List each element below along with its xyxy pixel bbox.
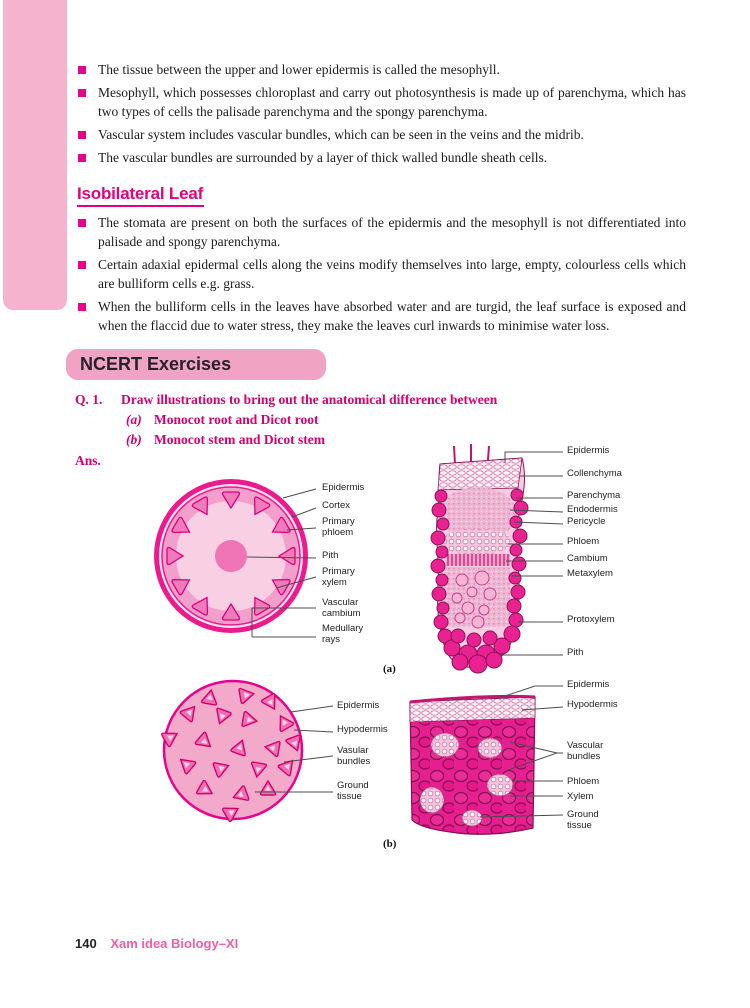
label-epidermis: Epidermis	[567, 445, 610, 456]
bullet-item	[78, 255, 686, 293]
part-text: Monocot stem and Dicot stem	[154, 432, 325, 447]
bullet-item	[78, 83, 686, 121]
label-vascular-cambium: Vascular cambium	[322, 597, 361, 619]
label-primary-phloem: Primary phloem	[322, 516, 355, 538]
bullet-square-icon	[78, 303, 86, 311]
part-label: (b)	[126, 432, 142, 447]
bullet-item	[78, 125, 686, 144]
label-cambium: Cambium	[567, 553, 608, 564]
label-metaxylem: Metaxylem	[567, 568, 613, 579]
question-number: Q. 1.	[75, 392, 103, 407]
bullet-item	[78, 297, 686, 335]
bullet-text: Mesophyll, which possesses chloroplast and carry out photosynthesis is made up of parenchyma, which has two types of cells the palisade parenchyma and the spongy parenchyma.	[98, 85, 686, 119]
label-cortex: Cortex	[322, 500, 350, 511]
bullet-square-icon	[78, 219, 86, 227]
bullet-text: Vascular system includes vascular bundles, which can be seen in the veins and the midrib.	[98, 127, 584, 142]
bullet-item	[78, 213, 686, 251]
anatomy-figures-illustration	[70, 440, 750, 870]
label-pith: Pith	[322, 550, 339, 561]
bullet-square-icon	[78, 131, 86, 139]
bullet-text: Certain adaxial epidermal cells along the veins modify themselves into large, empty, colourless cells which are bulliform cells e.g. grass.	[98, 257, 686, 291]
ncert-exercises-header: NCERT Exercises	[66, 349, 326, 380]
label-phloem: Phloem	[567, 776, 600, 787]
dorsiventral-bullet-list	[78, 60, 686, 167]
question-text: Draw illustrations to bring out the anatomical difference between	[121, 392, 498, 407]
bullet-text: When the bulliform cells in the leaves have absorbed water and are turgid, the leaf surface is exposed and when the flaccid due to water stress, they make the leaves curl inwards to minimise water loss.	[98, 299, 686, 333]
label-phloem: Phloem	[567, 536, 600, 547]
figure-caption-a: (a)	[383, 663, 396, 675]
part-label: (a)	[126, 412, 142, 427]
label-vasular-bundles: Vasular bundles	[337, 745, 371, 767]
book-title: Xam idea Biology–XI	[110, 936, 239, 951]
part-text: Monocot root and Dicot root	[154, 412, 319, 427]
answer-label: Ans.	[75, 453, 101, 468]
label-ground-tissue: Ground tissue	[337, 780, 369, 802]
label-pericycle: Pericycle	[567, 516, 606, 527]
label-epidermis: Epidermis	[567, 679, 610, 690]
label-parenchyma: Parenchyma	[567, 490, 621, 501]
bullet-square-icon	[78, 66, 86, 74]
label-xylem: Xylem	[567, 791, 594, 802]
fig-a-right-wedge	[431, 444, 563, 673]
page-number: 140	[75, 936, 97, 951]
bullet-text: The stomata are present on both the surfaces of the epidermis and the mesophyll is not differentiated into palisade and spongy parenchyma.	[98, 215, 686, 249]
bullet-square-icon	[78, 89, 86, 97]
bullet-square-icon	[78, 154, 86, 162]
bullet-item	[78, 148, 686, 167]
label-medullary-rays: Medullary rays	[322, 623, 364, 645]
section-heading-isobilateral-leaf: Isobilateral Leaf	[77, 184, 204, 207]
label-epidermis: Epidermis	[322, 482, 365, 493]
page-footer	[75, 936, 238, 951]
fig-a-left-circle	[154, 479, 316, 637]
label-endodermis: Endodermis	[567, 504, 618, 515]
isobilateral-bullet-list	[78, 213, 686, 335]
question-row	[75, 390, 686, 409]
bullet-item	[78, 60, 686, 79]
label-epidermis: Epidermis	[337, 700, 380, 711]
label-protoxylem: Protoxylem	[567, 614, 615, 625]
label-ground-tissue: Ground tissue	[567, 809, 599, 831]
label-pith: Pith	[567, 647, 584, 658]
label-hypodermis: Hypodermis	[337, 724, 388, 735]
bullet-text: The tissue between the upper and lower epidermis is called the mesophyll.	[98, 62, 500, 77]
figure-caption-b: (b)	[383, 838, 397, 850]
label-vascular-bundles: Vascular bundles	[567, 740, 604, 762]
bullet-square-icon	[78, 261, 86, 269]
fig-b-right-block	[410, 686, 563, 834]
label-collenchyma: Collenchyma	[567, 468, 622, 479]
label-hypodermis: Hypodermis	[567, 699, 618, 710]
bullet-text: The vascular bundles are surrounded by a layer of thick walled bundle sheath cells.	[98, 150, 548, 165]
question-part-a	[78, 410, 686, 429]
page-content	[0, 0, 750, 469]
fig-b-left-circle	[161, 681, 333, 822]
label-primary-xylem: Primary xylem	[322, 566, 355, 588]
